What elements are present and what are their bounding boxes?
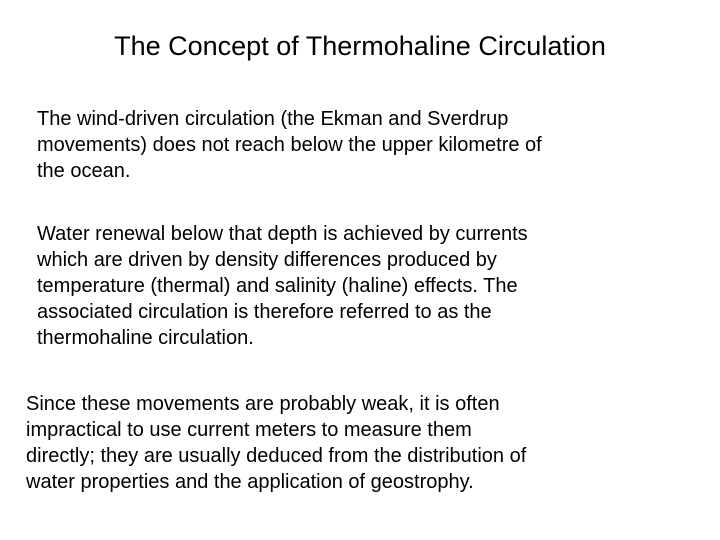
paragraph-line: temperature (thermal) and salinity (haline) effects. The [37,275,518,297]
paragraph-line: Since these movements are probably weak, it is often [26,393,500,415]
paragraph-line: thermohaline circulation. [37,327,254,349]
paragraph-line: impractical to use current meters to measure them [26,419,472,441]
paragraph-water-renewal [37,221,528,351]
paragraph-line: Water renewal below that depth is achieved by currents [37,223,528,245]
paragraph-line: The wind-driven circulation (the Ekman and Sverdrup [37,108,509,130]
paragraph-weak-movements [26,391,526,495]
paragraph-line: movements) does not reach below the upper kilometre of [37,134,542,156]
paragraph-wind-driven-circulation [37,106,542,184]
paragraph-line: water properties and the application of geostrophy. [26,471,474,493]
paragraph-line: the ocean. [37,160,131,182]
paragraph-line: directly; they are usually deduced from the distribution of [26,445,527,467]
paragraph-line: which are driven by density differences produced by [37,249,497,271]
paragraph-line: associated circulation is therefore referred to as the [37,301,492,323]
slide-title: The Concept of Thermohaline Circulation [114,31,606,61]
